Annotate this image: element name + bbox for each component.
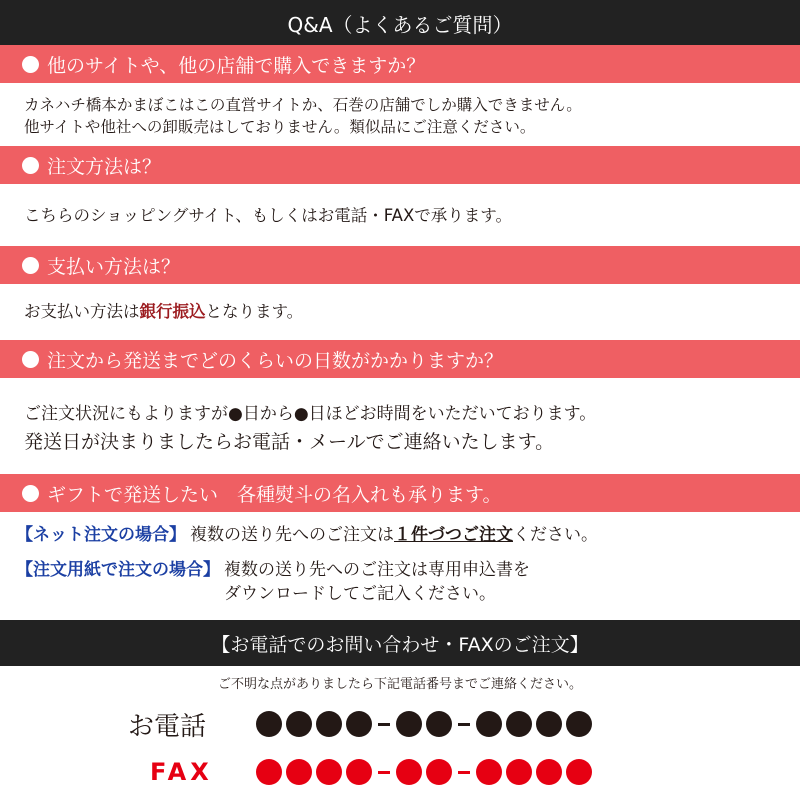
number-dot: [346, 711, 372, 737]
bullet-dot-icon: [22, 157, 39, 174]
faq-answer-order-method: [24, 205, 512, 227]
answer-line: 他サイトや他社への卸販売はしておりません。類似品にご注意ください。: [24, 118, 536, 136]
question-text: 支払い方法は？: [47, 255, 181, 278]
gift-paper-line: ダウンロードしてご記入ください。: [224, 584, 496, 604]
number-dot: [316, 759, 342, 785]
faq-question-gift: [0, 474, 800, 512]
contact-header: [0, 620, 800, 666]
faq-answer-shipping-time: [24, 400, 596, 456]
number-dot: [566, 711, 592, 737]
faq-question-payment: [0, 246, 800, 284]
gift-net-prefix: 複数の送り先へのご注文は: [190, 525, 394, 545]
number-dot: [566, 759, 592, 785]
question-text: 注文方法は？: [47, 155, 162, 178]
number-dash: [378, 771, 390, 774]
question-text: 注文から発送までどのくらいの日数がかかりますか？: [47, 349, 504, 372]
number-dash: [378, 723, 390, 726]
faq-question-order-method: [0, 146, 800, 184]
number-dot: [476, 711, 502, 737]
phone-number-placeholder: [256, 711, 596, 737]
bullet-dot-icon: [22, 485, 39, 502]
number-dot: [506, 711, 532, 737]
number-dot: [346, 759, 372, 785]
answer-line: こちらのショッピングサイト、もしくはお電話・FAXで承ります。: [24, 206, 512, 225]
answer-line: ご注文状況にもよりますが●日から●日ほどお時間をいただいております。: [24, 404, 597, 424]
question-text: ギフトで発送したい 各種熨斗の名入れも承ります。: [47, 483, 502, 506]
answer-suffix: となります。: [205, 302, 304, 321]
faq-question-other-sites: [0, 45, 800, 83]
fax-number-placeholder: [256, 759, 596, 785]
gift-net-emphasis: １件づつご注文: [394, 525, 513, 545]
number-dot: [286, 759, 312, 785]
number-dot: [426, 711, 452, 737]
number-dot: [506, 759, 532, 785]
number-dot: [476, 759, 502, 785]
number-dot: [536, 711, 562, 737]
gift-net-order-info: [16, 523, 598, 547]
faq-answer-other-sites: [24, 94, 582, 138]
phone-label: お電話: [128, 711, 207, 742]
number-dot: [426, 759, 452, 785]
gift-paper-text: [224, 558, 530, 606]
page-title: Q&A（よくあるご質問）: [287, 12, 513, 37]
number-dot: [396, 759, 422, 785]
bullet-dot-icon: [22, 351, 39, 368]
gift-paper-tag: 【注文用紙で注文の場合】: [16, 560, 220, 580]
gift-paper-line: 複数の送り先へのご注文は専用申込書を: [224, 560, 530, 580]
number-dot: [256, 711, 282, 737]
bullet-dot-icon: [22, 257, 39, 274]
answer-line: カネハチ橋本かまぼこはこの直営サイトか、石巻の店舗でしか購入できません。: [24, 96, 582, 114]
answer-prefix: お支払い方法は: [24, 302, 140, 321]
number-dot: [316, 711, 342, 737]
bullet-dot-icon: [22, 56, 39, 73]
gift-net-tag: 【ネット注文の場合】: [16, 525, 186, 545]
fax-label: FAX: [150, 758, 213, 786]
answer-line: 発送日が決まりましたらお電話・メールでご連絡いたします。: [24, 431, 555, 453]
phone-number-row: [0, 704, 800, 744]
contact-note: ご不明な点がありましたら下記電話番号までご連絡ください。: [217, 677, 582, 692]
payment-method-emphasis: 銀行振込: [139, 302, 206, 321]
question-text: 他のサイトや、他の店舗で購入できますか？: [47, 54, 426, 77]
gift-paper-order-info: [16, 558, 530, 606]
faq-question-shipping-time: [0, 340, 800, 378]
fax-number-row: [0, 752, 800, 792]
number-dot: [286, 711, 312, 737]
number-dot: [256, 759, 282, 785]
number-dot: [536, 759, 562, 785]
gift-net-suffix: ください。: [513, 525, 598, 545]
page-header: [0, 0, 800, 46]
contact-title: 【お電話でのお問い合わせ・FAXのご注文】: [211, 633, 589, 656]
number-dash: [458, 723, 470, 726]
number-dash: [458, 771, 470, 774]
gift-net-text: [190, 523, 598, 547]
number-dot: [396, 711, 422, 737]
faq-answer-payment: [24, 301, 303, 323]
